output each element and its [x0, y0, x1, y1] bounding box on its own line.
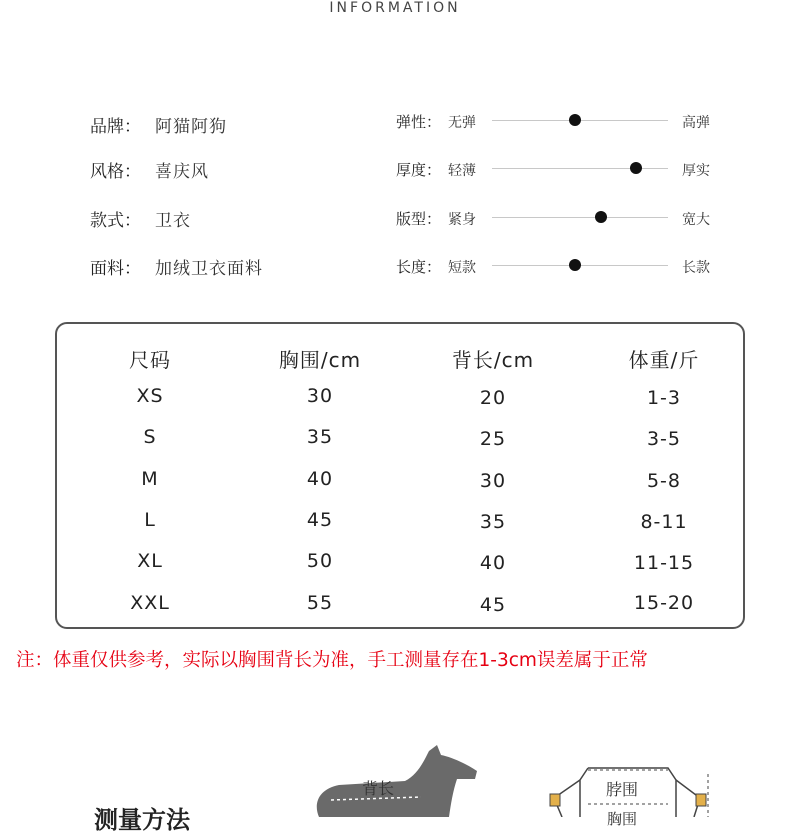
table-cell-weight: 15-20: [633, 592, 695, 614]
disclaimer-note: 注：体重仅供参考，实际以胸围背长为准，手工测量存在1-3cm误差属于正常: [16, 650, 648, 671]
table-cell-size: XXL: [130, 592, 170, 614]
table-cell-chest: 40: [306, 468, 334, 490]
slider-right-thickness: 厚实: [682, 163, 710, 179]
slider-dot-thickness: [630, 162, 642, 174]
attr-label-style: 风格：: [90, 162, 141, 182]
slider-left-thickness: 轻薄: [448, 163, 476, 179]
table-cell-chest: 50: [306, 550, 334, 572]
slider-name-thickness: 厚度：: [396, 161, 442, 179]
table-cell-size: M: [141, 468, 159, 490]
attr-value-type: 卫衣: [155, 211, 191, 231]
slider-left-fit: 紧身: [448, 212, 476, 228]
slider-right-fit: 宽大: [682, 212, 710, 228]
table-cell-size: XS: [136, 385, 164, 407]
table-cell-chest: 55: [306, 592, 334, 614]
neck-girth-label: 脖围: [606, 780, 639, 799]
measure-method-title: 测量方法: [94, 806, 190, 834]
table-cell-weight: 11-15: [633, 552, 695, 574]
table-cell-back: 35: [479, 511, 507, 533]
attr-value-brand: 阿猫阿狗: [155, 117, 227, 137]
chest-girth-label: 胸围: [607, 810, 638, 828]
table-cell-back: 45: [479, 594, 507, 616]
dog-silhouette-icon: [305, 745, 495, 817]
table-cell-weight: 5-8: [646, 470, 682, 492]
table-cell-weight: 8-11: [640, 511, 688, 533]
table-header-back: 背长/cm: [451, 348, 535, 372]
slider-dot-length: [569, 259, 581, 271]
slider-left-length: 短款: [448, 260, 476, 276]
attr-value-fabric: 加绒卫衣面料: [155, 259, 263, 279]
table-cell-weight: 1-3: [646, 387, 682, 409]
table-cell-back: 20: [479, 387, 507, 409]
table-cell-chest: 30: [306, 385, 334, 407]
slider-name-fit: 版型：: [396, 210, 442, 228]
slider-right-length: 长款: [682, 260, 710, 276]
slider-right-elasticity: 高弹: [682, 115, 710, 131]
slider-left-elasticity: 无弹: [448, 115, 476, 131]
slider-dot-fit: [595, 211, 607, 223]
slider-dot-elasticity: [569, 114, 581, 126]
section-title: INFORMATION: [329, 0, 461, 16]
table-cell-back: 30: [479, 470, 507, 492]
table-cell-back: 25: [479, 428, 507, 450]
attr-value-style: 喜庆风: [155, 162, 209, 182]
attr-label-type: 款式：: [90, 211, 141, 231]
table-cell-weight: 3-5: [646, 428, 682, 450]
table-cell-size: XL: [137, 550, 163, 572]
table-header-size: 尺码: [129, 348, 171, 372]
table-header-chest: 胸围/cm: [278, 348, 362, 372]
table-cell-chest: 45: [306, 509, 334, 531]
slider-name-elasticity: 弹性：: [396, 113, 442, 131]
table-cell-back: 40: [479, 552, 507, 574]
table-cell-size: S: [143, 426, 157, 448]
attr-label-fabric: 面料：: [90, 259, 141, 279]
attr-label-brand: 品牌：: [90, 117, 141, 137]
table-header-weight: 体重/斤: [628, 348, 700, 372]
slider-track-fit: [492, 217, 668, 218]
table-cell-size: L: [144, 509, 156, 531]
size-table: [55, 322, 745, 629]
back-length-label: 背长: [362, 779, 395, 798]
slider-name-length: 长度：: [396, 258, 442, 276]
table-cell-chest: 35: [306, 426, 334, 448]
